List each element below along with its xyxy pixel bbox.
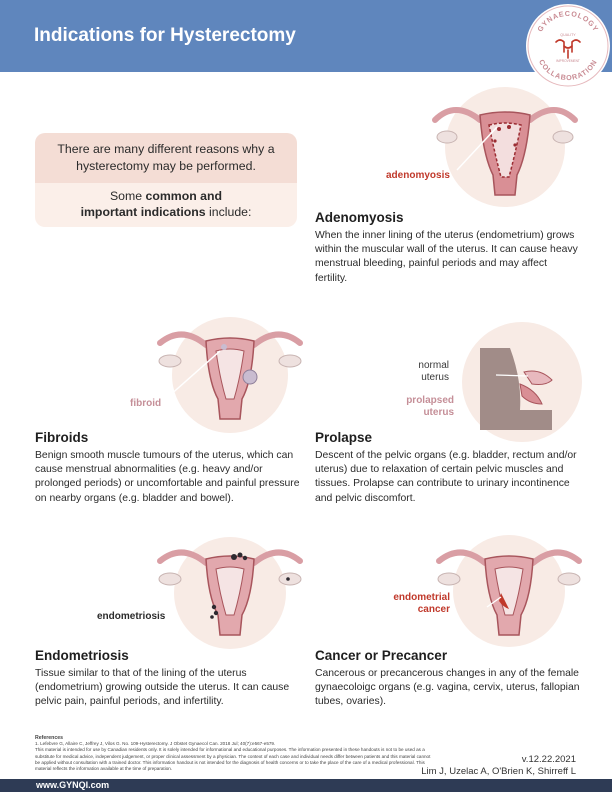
version-date: v.12.22.2021 — [521, 754, 576, 765]
adenomyosis-illustration — [425, 85, 585, 215]
label-prolapsed-uterus-1: prolapsed — [406, 395, 454, 406]
gynqi-logo — [524, 2, 612, 90]
intro-line-4-post: include: — [205, 205, 252, 219]
intro-box — [35, 133, 297, 227]
label-endometrial-cancer-1: endometrial — [393, 592, 450, 603]
title-fibroids: Fibroids — [35, 430, 89, 445]
intro-top — [35, 133, 297, 183]
footer-bar — [0, 779, 612, 792]
intro-bottom — [35, 183, 297, 227]
intro-line-2: hysterectomy may be performed. — [76, 159, 256, 173]
label-adenomyosis: adenomyosis — [386, 170, 450, 181]
intro-line-4 — [35, 204, 297, 220]
label-endometrial-cancer-2: cancer — [417, 604, 450, 615]
title-adenomyosis: Adenomyosis — [315, 210, 404, 225]
intro-line-4-bold: important indications — [80, 205, 206, 219]
intro-line-3-pre: Some — [109, 189, 146, 203]
references-disclaimer: This material is intended for use by Canadian residents only. It is solely intended for informational and educational purposes. The information presented in these handouts is not to be used as a substitute for medical advice, independent judgement, or proper clinical assessment by a physician. The context of each case and individual needs differ between patients and this material cannot be applied without consultation with a trained doctor. This information handout is not intended for the diagnosis of health concerns or to take the place of the care of a medical professional. This material reflects the information available at the time of preparation. — [35, 747, 431, 772]
prolapse-illustration — [460, 320, 585, 445]
label-endometriosis: endometriosis — [97, 611, 166, 622]
body-cancer: Cancerous or precancerous changes in any of the female gynaecoloigc organs (e.g. vagina, cervix, uterus, fallopian tubes, ovaries). — [315, 668, 580, 708]
logo-top-text: GYNAECOLOGY — [535, 8, 601, 34]
body-prolapse: Descent of the pelvic organs (e.g. bladder, rectum and/or uterus) due to relaxation of certain pelvic muscles and tissues. Prolapse can contribute to urinary incontinence and pelvic discomfort. — [315, 450, 577, 504]
page-title: Indications for Hysterectomy — [34, 25, 296, 46]
logo-seal — [524, 2, 612, 90]
body-fibroids: Benign smooth muscle tumours of the uterus, which can cause menstrual abnormalities (e.g. heavy and/or prolonged periods) or uncomfortable and painful pressure on nearby organs (e.g. bladder and bowel). — [35, 450, 300, 504]
label-normal-uterus-2: uterus — [421, 372, 449, 383]
version-authors: Lim J, Uzelac A, O'Brien K, Shirreff L — [421, 766, 576, 777]
references-citation: 1. Lefebvre G, Allaire C, Jeffrey J, Vilos G. No. 109-Hysterectomy. J Obstet Gynaecol Can. 2018 Jul; 40(7):e567-e579. — [35, 741, 276, 747]
logo-bottom-text: COLLABORATION — [537, 57, 599, 83]
references-title: References — [35, 735, 63, 741]
footer-url-link[interactable]: www.GYNQI.com — [36, 780, 110, 790]
body-adenomyosis: When the inner lining of the uterus (endometrium) grows within the muscular wall of the uterus. It can cause heavy menstrual bleeding, painful periods and may affect fertility. — [315, 230, 578, 284]
intro-line-1: There are many different reasons why a — [57, 142, 275, 156]
label-normal-uterus-1: normal — [418, 360, 449, 371]
logo-quality-text: QUALITY — [560, 33, 576, 37]
intro-line-3-bold: common and — [145, 189, 223, 203]
title-prolapse: Prolapse — [315, 430, 373, 445]
title-cancer: Cancer or Precancer — [315, 648, 448, 663]
references — [35, 735, 435, 772]
header-banner — [0, 0, 612, 72]
label-prolapsed-uterus-2: uterus — [423, 407, 454, 418]
fibroids-illustration — [150, 315, 310, 435]
title-endometriosis: Endometriosis — [35, 648, 129, 663]
endometriosis-illustration — [150, 535, 310, 650]
version-block — [421, 754, 576, 778]
body-endometriosis: Tissue similar to that of the lining of the uterus (endometrium) growing outside the uterus. It can cause pelvic pain, painful periods, and infertility. — [35, 668, 290, 708]
intro-line-3 — [35, 188, 297, 204]
logo-improvement-text: IMPROVEMENT — [556, 59, 580, 63]
label-fibroid: fibroid — [130, 398, 162, 409]
